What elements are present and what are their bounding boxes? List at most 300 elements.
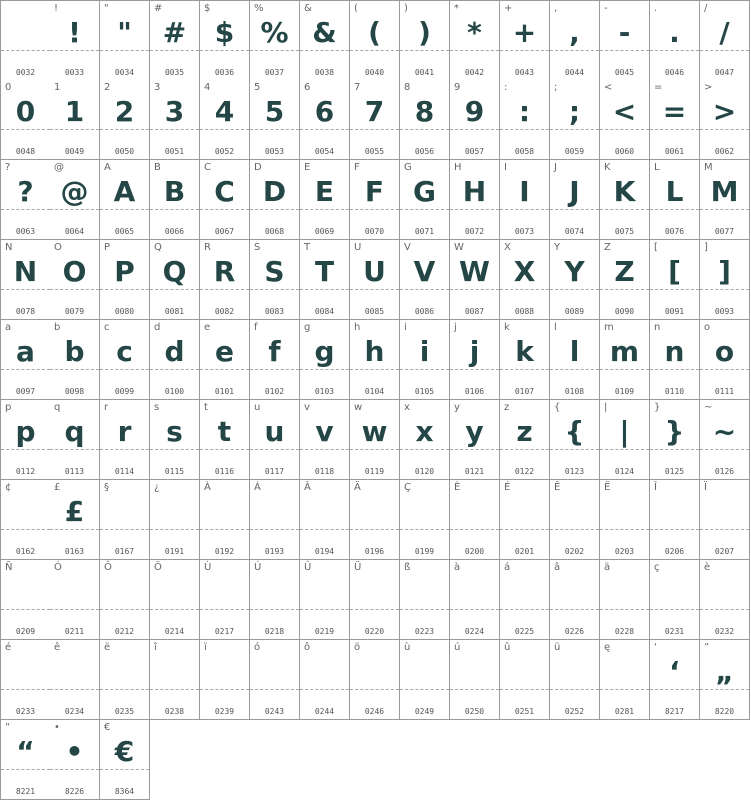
glyph-cell[interactable] [650, 480, 700, 560]
glyph-preview: w [361, 415, 388, 448]
glyph-cell[interactable] [400, 400, 450, 480]
character-label: K [604, 162, 611, 173]
glyph-cell[interactable] [350, 480, 400, 560]
glyph-preview: O [62, 255, 87, 288]
char-code: 0076 [664, 227, 685, 236]
char-code: 0066 [164, 227, 185, 236]
character-label: e [204, 322, 211, 333]
character-label: [ [654, 242, 658, 253]
char-code: 0085 [364, 307, 385, 316]
glyph-preview: 0 [15, 95, 36, 128]
glyph-preview [300, 652, 349, 692]
character-label: 2 [104, 82, 111, 93]
glyph-cell[interactable] [450, 400, 500, 480]
glyph-cell[interactable] [0, 400, 51, 480]
glyph-cell[interactable] [200, 480, 250, 560]
glyph-cell[interactable] [0, 480, 51, 560]
character-label: | [604, 402, 608, 413]
glyph-cell[interactable] [350, 240, 400, 320]
glyph-cell[interactable] [150, 560, 200, 640]
character-label: È [454, 482, 461, 493]
glyph-preview: d [164, 335, 185, 368]
char-code: 0196 [364, 547, 385, 556]
glyph-cell[interactable] [250, 400, 300, 480]
char-code: 0033 [64, 68, 85, 77]
char-code: 0054 [314, 147, 335, 156]
glyph-cell[interactable] [700, 160, 750, 240]
character-label: - [604, 3, 608, 14]
glyph-cell[interactable] [400, 160, 450, 240]
character-label: O [54, 242, 62, 253]
character-label: £ [54, 482, 61, 493]
glyph-cell[interactable] [650, 80, 700, 160]
glyph-cell[interactable] [450, 80, 500, 160]
character-label: X [504, 242, 511, 253]
glyph-cell[interactable] [0, 80, 51, 160]
glyph-cell[interactable] [200, 320, 250, 400]
glyph-cell[interactable] [300, 80, 350, 160]
character-label: C [204, 162, 211, 173]
glyph-preview: / [719, 16, 730, 49]
glyph-preview [100, 492, 149, 532]
glyph-cell[interactable] [450, 560, 500, 640]
character-label: . [654, 3, 658, 14]
char-code: 0113 [64, 467, 85, 476]
glyph-cell[interactable] [200, 160, 250, 240]
character-label: â [554, 562, 561, 573]
character-label: 9 [454, 82, 461, 93]
char-code: 0207 [714, 547, 735, 556]
glyph-preview: p [15, 415, 36, 448]
glyph-cell[interactable] [450, 240, 500, 320]
char-code: 0100 [164, 387, 185, 396]
glyph-cell[interactable] [100, 160, 150, 240]
glyph-cell[interactable] [150, 320, 200, 400]
glyph-cell[interactable] [500, 480, 550, 560]
char-code: 0068 [264, 227, 285, 236]
glyph-cell[interactable] [400, 480, 450, 560]
character-label: g [304, 322, 311, 333]
character-label: à [454, 562, 461, 573]
character-label: Ó [54, 562, 62, 573]
character-label: p [5, 402, 12, 413]
glyph-cell[interactable] [500, 560, 550, 640]
glyph-cell[interactable] [600, 160, 650, 240]
character-label: q [54, 402, 61, 413]
glyph-cell[interactable] [400, 240, 450, 320]
glyph-cell[interactable] [400, 560, 450, 640]
character-label: ¿ [154, 482, 160, 493]
glyph-preview [500, 652, 549, 692]
char-code: 0116 [214, 467, 235, 476]
glyph-preview [50, 652, 99, 692]
glyph-cell[interactable] [150, 640, 200, 720]
glyph-cell[interactable] [600, 80, 650, 160]
char-code: 0089 [564, 307, 585, 316]
glyph-preview: Y [564, 255, 585, 288]
glyph-preview [50, 572, 99, 612]
glyph-cell[interactable] [700, 80, 750, 160]
character-label: c [104, 322, 110, 333]
glyph-preview: ~ [712, 415, 737, 448]
glyph-cell[interactable] [100, 320, 150, 400]
character-label: Â [304, 482, 311, 493]
glyph-cell[interactable] [100, 80, 150, 160]
glyph-cell[interactable] [0, 320, 51, 400]
glyph-cell[interactable] [250, 80, 300, 160]
character-label: x [404, 402, 410, 413]
glyph-cell[interactable] [100, 560, 150, 640]
glyph-cell[interactable] [150, 240, 200, 320]
glyph-preview [250, 652, 299, 692]
character-label: I [504, 162, 507, 173]
char-code: 0233 [15, 707, 36, 716]
glyph-cell[interactable] [400, 640, 450, 720]
glyph-cell[interactable] [50, 400, 100, 480]
glyph-cell[interactable] [400, 320, 450, 400]
glyph-cell[interactable] [350, 80, 400, 160]
glyph-cell[interactable] [300, 560, 350, 640]
glyph-preview: = [662, 95, 687, 128]
char-code: 0083 [264, 307, 285, 316]
character-label: Ù [204, 562, 212, 573]
char-code: 0119 [364, 467, 385, 476]
glyph-cell[interactable] [600, 480, 650, 560]
char-code: 0191 [164, 547, 185, 556]
character-label: ç [654, 562, 660, 573]
char-code: 0056 [414, 147, 435, 156]
glyph-cell[interactable] [300, 320, 350, 400]
glyph-cell[interactable] [50, 560, 100, 640]
glyph-preview [650, 572, 699, 612]
glyph-cell[interactable] [150, 80, 200, 160]
glyph-cell[interactable] [650, 0, 700, 81]
glyph-preview: N [13, 255, 38, 288]
glyph-cell[interactable] [600, 240, 650, 320]
glyph-cell[interactable] [0, 240, 51, 320]
glyph-preview: D [262, 175, 287, 208]
glyph-cell[interactable] [550, 160, 600, 240]
glyph-cell[interactable] [650, 560, 700, 640]
char-code: 0086 [414, 307, 435, 316]
glyph-cell[interactable] [700, 480, 750, 560]
glyph-cell[interactable] [150, 480, 200, 560]
glyph-preview: h [364, 335, 385, 368]
glyph-preview: K [613, 175, 636, 208]
glyph-preview: a [16, 335, 35, 368]
glyph-preview [150, 492, 199, 532]
glyph-cell[interactable] [200, 240, 250, 320]
glyph-cell[interactable] [100, 720, 150, 800]
glyph-cell[interactable] [300, 640, 350, 720]
glyph-cell[interactable] [250, 560, 300, 640]
glyph-cell[interactable] [450, 480, 500, 560]
character-label: : [504, 82, 508, 93]
glyph-preview: A [113, 175, 136, 208]
glyph-cell[interactable] [250, 320, 300, 400]
glyph-cell[interactable] [700, 240, 750, 320]
char-code: 0103 [314, 387, 335, 396]
char-code: 0122 [514, 467, 535, 476]
glyph-cell[interactable] [600, 640, 650, 720]
glyph-cell[interactable] [50, 480, 100, 560]
glyph-cell[interactable] [100, 400, 150, 480]
glyph-cell[interactable] [50, 80, 100, 160]
char-code: 0167 [114, 547, 135, 556]
char-code: 0069 [314, 227, 335, 236]
glyph-cell[interactable] [0, 720, 51, 800]
glyph-cell[interactable] [50, 160, 100, 240]
glyph-preview [200, 652, 249, 692]
glyph-cell[interactable] [0, 160, 51, 240]
char-code: 0234 [64, 707, 85, 716]
glyph-preview [450, 492, 499, 532]
char-code: 0225 [514, 627, 535, 636]
glyph-preview: J [569, 175, 580, 208]
glyph-cell[interactable] [250, 160, 300, 240]
char-code: 0219 [314, 627, 335, 636]
char-code: 0200 [464, 547, 485, 556]
char-code: 0112 [15, 467, 36, 476]
glyph-cell[interactable] [350, 160, 400, 240]
glyph-cell[interactable] [500, 0, 550, 81]
character-label: # [154, 3, 163, 14]
glyph-cell[interactable] [500, 640, 550, 720]
glyph-cell[interactable] [550, 240, 600, 320]
char-code: 0073 [514, 227, 535, 236]
glyph-cell[interactable] [450, 0, 500, 81]
glyph-cell[interactable] [300, 240, 350, 320]
character-label: Ö [154, 562, 162, 573]
glyph-cell[interactable] [200, 640, 250, 720]
character-label: Ê [554, 482, 561, 493]
glyph-preview [400, 572, 449, 612]
glyph-cell[interactable] [250, 0, 300, 81]
char-code: 0228 [614, 627, 635, 636]
glyph-preview: < [612, 95, 637, 128]
glyph-preview [100, 652, 149, 692]
glyph-preview [250, 572, 299, 612]
char-code: 0206 [664, 547, 685, 556]
glyph-preview: @ [60, 175, 89, 208]
glyph-cell[interactable] [50, 240, 100, 320]
glyph-preview: 4 [214, 95, 235, 128]
glyph-cell[interactable] [150, 0, 200, 81]
glyph-cell[interactable] [450, 640, 500, 720]
glyph-cell[interactable] [350, 640, 400, 720]
glyph-cell[interactable] [300, 480, 350, 560]
char-code: 0251 [514, 707, 535, 716]
glyph-cell[interactable] [150, 400, 200, 480]
glyph-preview [350, 492, 399, 532]
glyph-cell[interactable] [600, 400, 650, 480]
glyph-cell[interactable] [0, 560, 51, 640]
char-code: 0107 [514, 387, 535, 396]
char-code: 0055 [364, 147, 385, 156]
glyph-cell[interactable] [550, 480, 600, 560]
glyph-cell[interactable] [350, 320, 400, 400]
char-code: 0060 [614, 147, 635, 156]
character-label: > [704, 82, 713, 93]
glyph-cell[interactable] [0, 0, 51, 81]
character-label: § [104, 482, 109, 493]
glyph-cell[interactable] [350, 400, 400, 480]
character-label: Q [154, 242, 162, 253]
glyph-cell[interactable] [600, 0, 650, 81]
glyph-preview: G [413, 175, 436, 208]
char-code: 0226 [564, 627, 585, 636]
glyph-preview: W [459, 255, 490, 288]
glyph-cell[interactable] [700, 640, 750, 720]
glyph-cell[interactable] [200, 400, 250, 480]
glyph-cell[interactable] [450, 160, 500, 240]
char-code: 0035 [164, 68, 185, 77]
glyph-cell[interactable] [100, 0, 150, 81]
glyph-cell[interactable] [650, 160, 700, 240]
character-label: s [154, 402, 160, 413]
glyph-cell[interactable] [300, 0, 350, 81]
char-code: 0118 [314, 467, 335, 476]
glyph-cell[interactable] [650, 240, 700, 320]
glyph-cell[interactable] [550, 400, 600, 480]
character-label: i [404, 322, 407, 333]
glyph-cell[interactable] [700, 560, 750, 640]
char-code: 0108 [564, 387, 585, 396]
glyph-cell[interactable] [700, 0, 750, 81]
char-code: 0093 [714, 307, 735, 316]
glyph-cell[interactable] [650, 400, 700, 480]
glyph-cell[interactable] [100, 480, 150, 560]
glyph-preview: $ [214, 16, 235, 49]
character-label: < [604, 82, 613, 93]
glyph-cell[interactable] [550, 80, 600, 160]
character-label: • [54, 722, 60, 733]
glyph-cell[interactable] [600, 320, 650, 400]
glyph-cell[interactable] [450, 320, 500, 400]
character-label: V [404, 242, 411, 253]
glyph-cell[interactable] [250, 240, 300, 320]
glyph-cell[interactable] [650, 640, 700, 720]
glyph-cell[interactable] [0, 640, 51, 720]
character-label: a [5, 322, 12, 333]
glyph-cell[interactable] [650, 320, 700, 400]
glyph-cell[interactable] [250, 480, 300, 560]
char-code: 0053 [264, 147, 285, 156]
character-label: } [654, 402, 661, 413]
glyph-preview: n [664, 335, 685, 368]
char-code: 0214 [164, 627, 185, 636]
glyph-cell[interactable] [350, 560, 400, 640]
character-label: T [304, 242, 311, 253]
char-code: 0040 [364, 68, 385, 77]
glyph-preview: £ [64, 495, 85, 528]
char-code: 0281 [614, 707, 635, 716]
glyph-cell[interactable] [500, 320, 550, 400]
char-code: 0050 [114, 147, 135, 156]
glyph-preview [550, 572, 599, 612]
glyph-cell[interactable] [200, 0, 250, 81]
char-code: 0091 [664, 307, 685, 316]
glyph-cell[interactable] [200, 80, 250, 160]
char-code: 0064 [64, 227, 85, 236]
char-code: 0105 [414, 387, 435, 396]
glyph-cell[interactable] [550, 560, 600, 640]
glyph-cell[interactable] [300, 160, 350, 240]
character-label: u [254, 402, 261, 413]
character-label: $ [204, 3, 211, 14]
glyph-cell[interactable] [400, 0, 450, 81]
char-code: 0211 [64, 627, 85, 636]
char-code: 0041 [414, 68, 435, 77]
glyph-cell[interactable] [400, 80, 450, 160]
glyph-cell[interactable] [600, 560, 650, 640]
glyph-cell[interactable] [500, 400, 550, 480]
char-code: 0070 [364, 227, 385, 236]
glyph-cell[interactable] [500, 240, 550, 320]
glyph-preview: f [268, 335, 281, 368]
character-label: Ë [604, 482, 611, 493]
char-code: 0058 [514, 147, 535, 156]
glyph-preview: • [65, 735, 84, 768]
glyph-cell[interactable] [500, 160, 550, 240]
glyph-preview: L [665, 175, 684, 208]
glyph-cell[interactable] [50, 640, 100, 720]
character-label: = [654, 82, 663, 93]
character-label: ? [5, 162, 11, 173]
glyph-preview: € [114, 735, 135, 768]
glyph-cell[interactable] [150, 160, 200, 240]
glyph-cell[interactable] [550, 0, 600, 81]
glyph-preview: „ [715, 655, 734, 688]
glyph-preview: % [260, 16, 289, 49]
glyph-preview [1, 652, 50, 692]
glyph-preview: C [214, 175, 235, 208]
char-code: 0249 [414, 707, 435, 716]
glyph-preview: , [569, 16, 580, 49]
character-label: ; [554, 82, 558, 93]
char-code: 0199 [414, 547, 435, 556]
glyph-cell[interactable] [50, 320, 100, 400]
character-label: v [304, 402, 310, 413]
glyph-cell[interactable] [500, 80, 550, 160]
glyph-cell[interactable] [550, 640, 600, 720]
character-label: r [104, 402, 109, 413]
glyph-cell[interactable] [300, 400, 350, 480]
glyph-cell[interactable] [100, 240, 150, 320]
char-code: 0038 [314, 68, 335, 77]
glyph-cell[interactable] [200, 560, 250, 640]
glyph-cell[interactable] [250, 640, 300, 720]
char-code: 0080 [114, 307, 135, 316]
glyph-preview: v [315, 415, 334, 448]
glyph-cell[interactable] [50, 0, 100, 81]
glyph-cell[interactable] [350, 0, 400, 81]
character-label: 0 [5, 82, 12, 93]
glyph-cell[interactable] [700, 400, 750, 480]
glyph-preview [1, 572, 50, 612]
character-label: b [54, 322, 61, 333]
character-label: Ñ [5, 562, 13, 573]
glyph-cell[interactable] [700, 320, 750, 400]
glyph-cell[interactable] [550, 320, 600, 400]
character-label: ù [404, 642, 411, 653]
char-code: 0099 [114, 387, 135, 396]
char-code: 0202 [564, 547, 585, 556]
glyph-cell[interactable] [100, 640, 150, 720]
character-label: L [654, 162, 660, 173]
glyph-cell[interactable] [50, 720, 100, 800]
character-label: D [254, 162, 262, 173]
